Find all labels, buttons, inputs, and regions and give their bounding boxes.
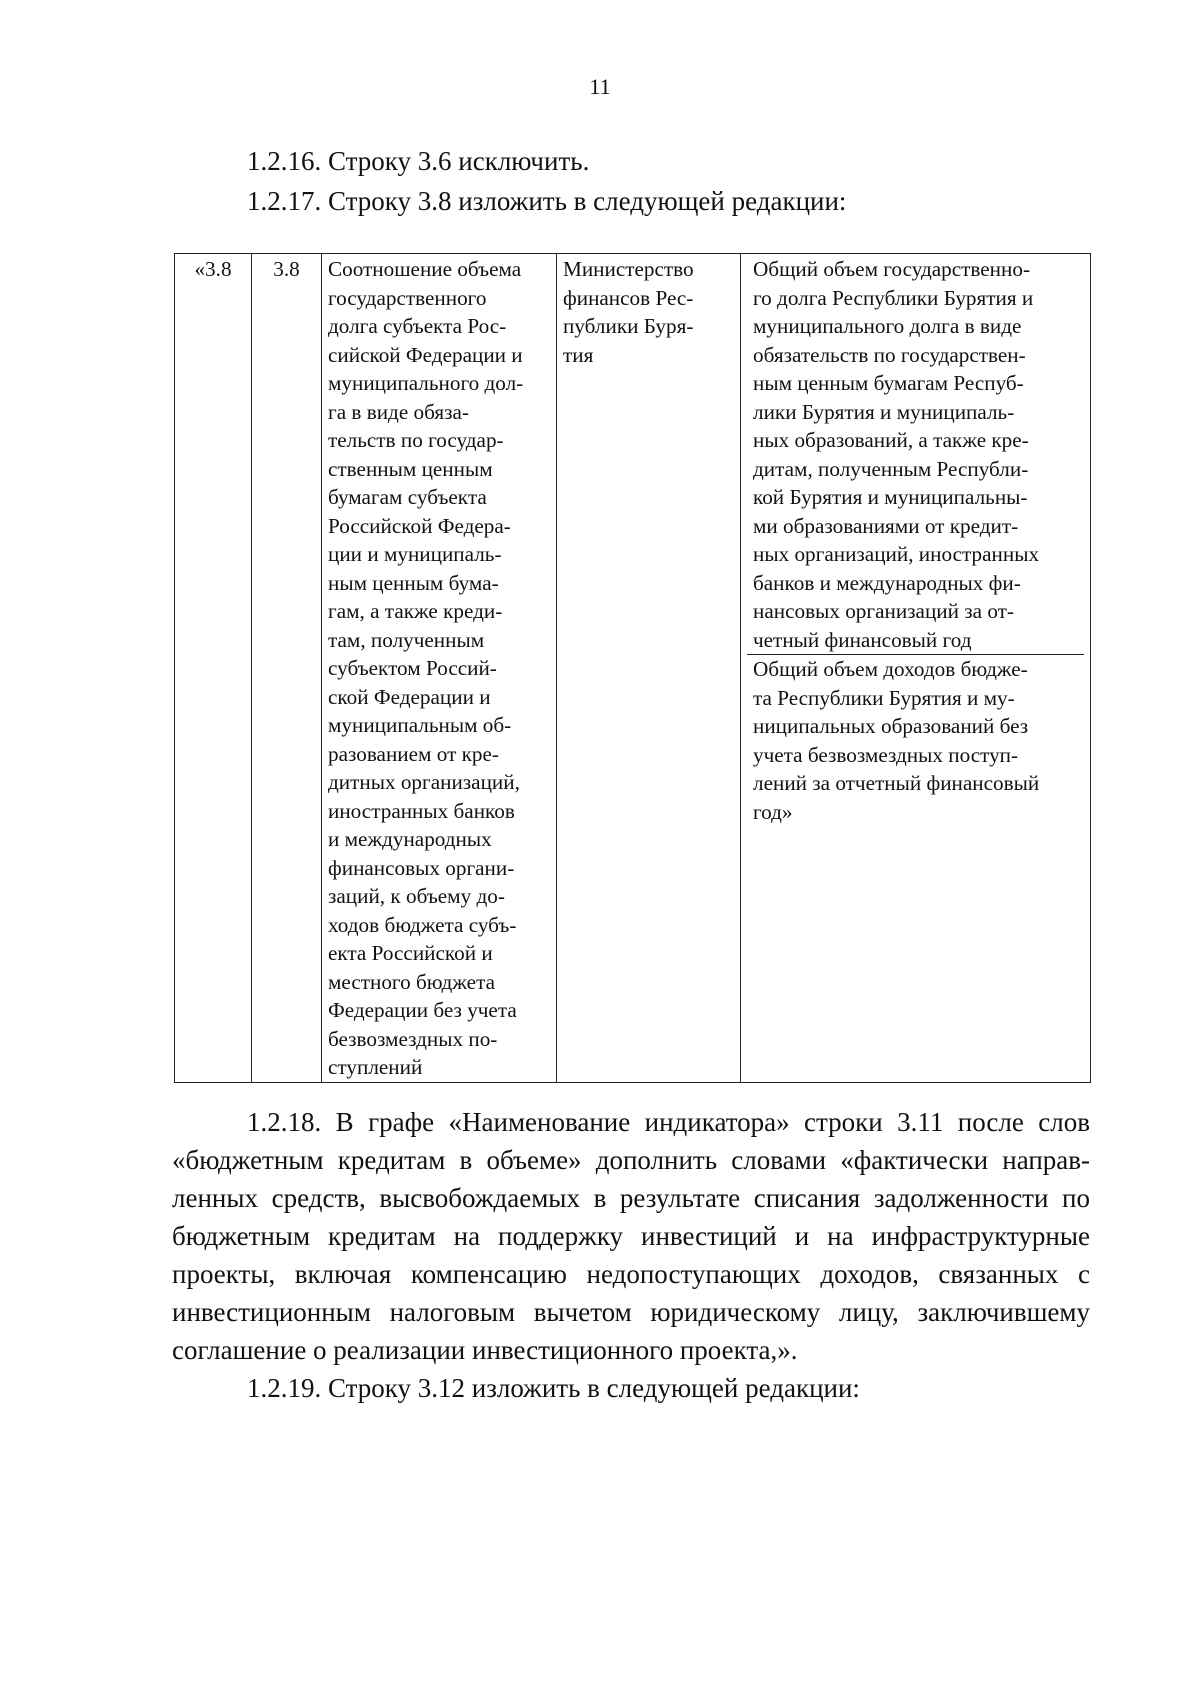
component-state-debt: Общий объем государственно- го долга Республики Бурятия и муниципального долга в виде обязательств по государствен- ным ценным бумагам Респуб- лики Бурятия и муниципаль- ных образований, а также кре- дитам, полученным Республи- кой Бурятия и муниципальны- ми образованиями от кредит- ных организаций, иностранных банков и международных фи- нансовых организаций за от- четный финансовый год [747, 255, 1084, 655]
paragraph-1-2-19: 1.2.19. Строку 3.12 изложить в следующей редакции: [247, 1373, 860, 1403]
paragraph-line: «бюджетным кредитам в объеме» дополнить словами «фактически направ- [172, 1145, 1090, 1175]
cell-indicator-name: Соотношение объема государственного долга субъекта Рос- сийской Федерации и муниципального дол- га в виде обяза- тельств по государ- ственным ценным бумагам субъекта Российской Федера- ции и муниципаль- ным ценным бума- гам, а также креди- там, полученным субъектом Россий- ской Федерации и муниципальным об- разованием от кре- дитных организаций, иностранных банков и международных финансовых органи- заций, к объему до- ходов бюджета субъ- екта Российской и местного бюджета Федерации без учета безвозмездных по- ступлений [322, 254, 557, 1083]
paragraph-1-2-18 [172, 1103, 1090, 1407]
paragraph-line: проекты, включая компенсацию недопоступающих доходов, связанных с [172, 1259, 1090, 1289]
table-row [175, 254, 1091, 1083]
cell-responsible-body: Министерство финансов Рес- публики Буря- тия [557, 254, 741, 1083]
paragraph-line: инвестиционным налоговым вычетом юридическому лицу, заключившему [172, 1297, 1090, 1327]
cell-row-number: «3.8 [175, 254, 252, 1083]
indicator-table [174, 253, 1091, 1083]
cell-indicator-number: 3.8 [252, 254, 322, 1083]
cell-calculation-components [741, 254, 1091, 1083]
paragraph-1-2-16: 1.2.16. Строку 3.6 исключить. [247, 146, 590, 176]
paragraph-1-2-17: 1.2.17. Строку 3.8 изложить в следующей редакции: [247, 186, 847, 216]
paragraph-line: бюджетным кредитам на поддержку инвестиций и на инфраструктурные [172, 1221, 1090, 1251]
paragraph-line: 1.2.18. В графе «Наименование индикатора» строки 3.11 после слов [247, 1107, 1090, 1137]
paragraph-line: соглашение о реализации инвестиционного проекта,». [172, 1335, 798, 1365]
page-number: 11 [589, 74, 611, 99]
component-budget-revenue: Общий объем доходов бюдже- та Республики Бурятия и му- ниципальных образований без учета безвозмездных поступ- лений за отчетный финансовый год» [753, 657, 1040, 824]
paragraph-line: ленных средств, высвобождаемых в результате списания задолженности по [172, 1183, 1090, 1213]
